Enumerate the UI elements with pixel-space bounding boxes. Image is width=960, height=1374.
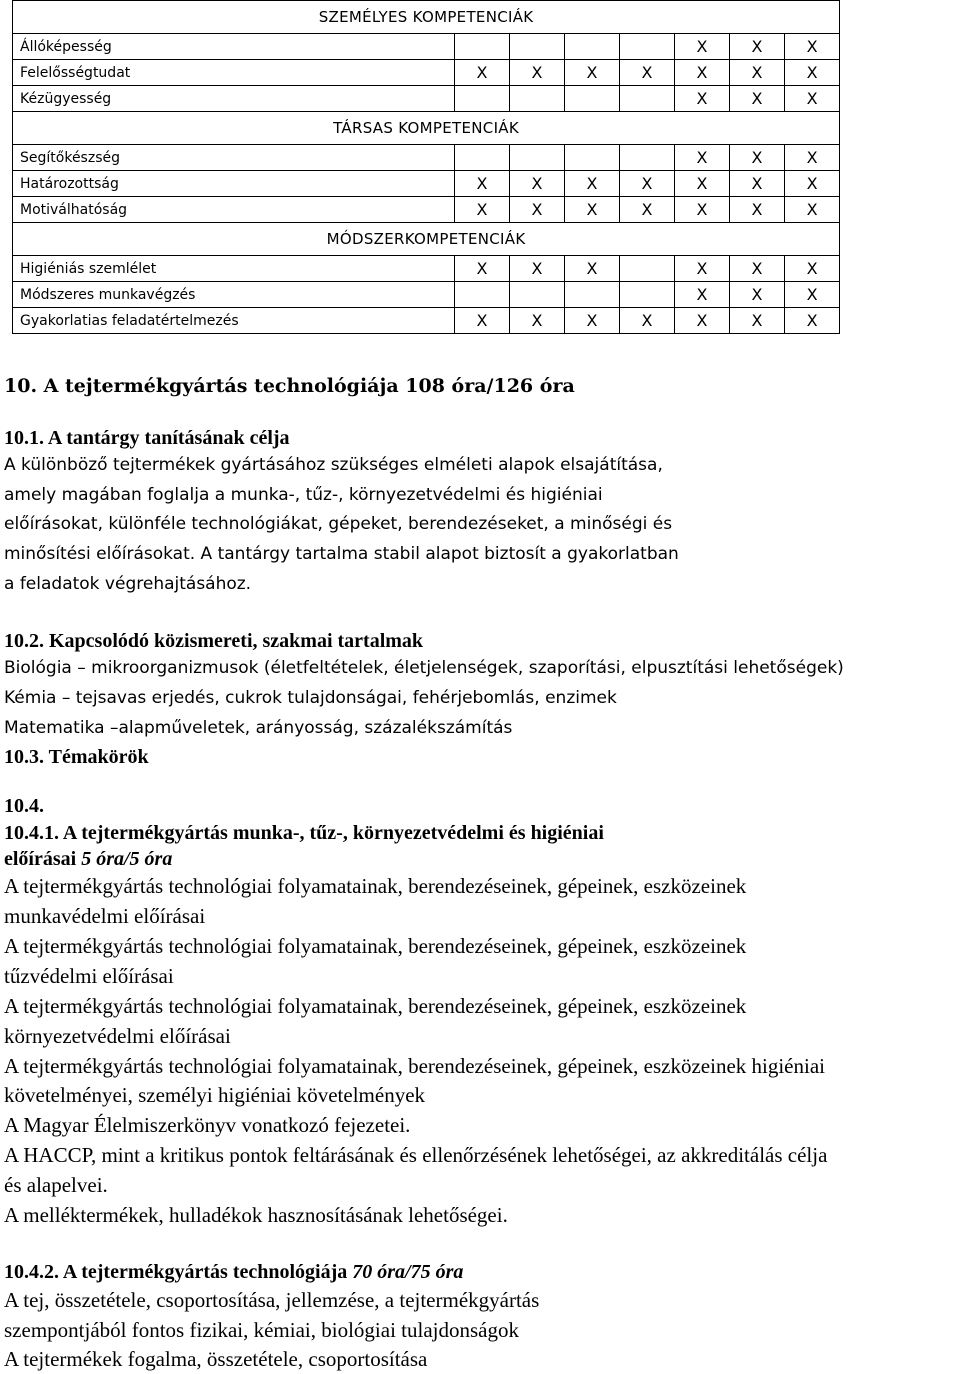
heading-10-2: 10.2. Kapcsolódó közismereti, szakmai tartalmak xyxy=(4,630,424,652)
mark-cell: X xyxy=(730,197,785,223)
mark-cell: X xyxy=(565,308,620,334)
paragraph-line: környezetvédelmi előírásai xyxy=(4,1024,231,1048)
table-row xyxy=(13,34,840,60)
heading-10-4: 10.4. xyxy=(4,795,44,817)
mark-cell: X xyxy=(510,171,565,197)
table-row xyxy=(13,86,840,112)
paragraph-line: A tejtermékgyártás technológiai folyamatainak, berendezéseinek, gépeinek, eszközeinek xyxy=(4,874,747,898)
paragraph-line: minősítési előírásokat. A tantárgy tartalma stabil alapot biztosít a gyakorlatban xyxy=(4,544,679,564)
mark-cell: X xyxy=(620,308,675,334)
mark-cell: X xyxy=(510,197,565,223)
paragraph-line: A tejtermékgyártás technológiai folyamatainak, berendezéseinek, gépeinek, eszközeinek xyxy=(4,934,747,958)
mark-cell: X xyxy=(675,171,730,197)
mark-cell xyxy=(620,256,675,282)
heading-10-1: 10.1. A tantárgy tanításának célja xyxy=(4,427,290,449)
mark-cell: X xyxy=(785,60,840,86)
mark-cell: X xyxy=(675,86,730,112)
paragraph-line: amely magában foglalja a munka-, tűz-, környezetvédelmi és higiéniai xyxy=(4,485,603,505)
competency-label: Kézügyesség xyxy=(13,86,455,112)
mark-cell: X xyxy=(785,282,840,308)
table-row xyxy=(13,256,840,282)
section-header-row xyxy=(13,112,840,145)
mark-cell: X xyxy=(675,34,730,60)
mark-cell xyxy=(455,145,510,171)
mark-cell: X xyxy=(730,308,785,334)
mark-cell: X xyxy=(675,256,730,282)
mark-cell: X xyxy=(620,171,675,197)
mark-cell: X xyxy=(675,282,730,308)
mark-cell: X xyxy=(785,86,840,112)
competency-table-body xyxy=(13,1,840,334)
paragraph-line: A melléktermékek, hulladékok hasznosításának lehetőségei. xyxy=(4,1203,508,1227)
section-title: SZEMÉLYES KOMPETENCIÁK xyxy=(13,1,840,34)
mark-cell: X xyxy=(455,171,510,197)
table-row xyxy=(13,308,840,334)
mark-cell: X xyxy=(675,60,730,86)
mark-cell: X xyxy=(510,60,565,86)
mark-cell xyxy=(510,282,565,308)
mark-cell: X xyxy=(785,256,840,282)
paragraph-line: A tej, összetétele, csoportosítása, jellemzése, a tejtermékgyártás xyxy=(4,1288,540,1312)
paragraph-line: követelményei, személyi higiéniai követelmények xyxy=(4,1083,426,1107)
mark-cell xyxy=(565,34,620,60)
mark-cell: X xyxy=(730,171,785,197)
heading-10: 10. A tejtermékgyártás technológiája 108 óra/126 óra xyxy=(4,375,575,397)
competency-label: Állóképesség xyxy=(13,34,455,60)
mark-cell xyxy=(510,34,565,60)
hours-10-4-2: 70 óra/75 óra xyxy=(347,1261,464,1283)
mark-cell: X xyxy=(785,34,840,60)
mark-cell: X xyxy=(675,197,730,223)
mark-cell xyxy=(565,282,620,308)
mark-cell: X xyxy=(620,60,675,86)
mark-cell xyxy=(455,282,510,308)
mark-cell: X xyxy=(730,34,785,60)
mark-cell xyxy=(510,145,565,171)
competency-label: Segítőkészség xyxy=(13,145,455,171)
mark-cell xyxy=(620,145,675,171)
mark-cell: X xyxy=(730,60,785,86)
mark-cell: X xyxy=(730,145,785,171)
mark-cell xyxy=(620,34,675,60)
competency-label: Módszeres munkavégzés xyxy=(13,282,455,308)
section-header-row xyxy=(13,1,840,34)
mark-cell xyxy=(620,282,675,308)
mark-cell xyxy=(455,34,510,60)
paragraph-line: Kémia – tejsavas erjedés, cukrok tulajdonságai, fehérjebomlás, enzimek xyxy=(4,688,617,708)
competency-label: Motiválhatóság xyxy=(13,197,455,223)
mark-cell: X xyxy=(455,60,510,86)
section-title: MÓDSZERKOMPETENCIÁK xyxy=(13,223,840,256)
heading-10-4-2 xyxy=(4,1262,463,1282)
competency-label: Határozottság xyxy=(13,171,455,197)
competency-label: Felelősségtudat xyxy=(13,60,455,86)
competency-table xyxy=(12,0,840,334)
mark-cell: X xyxy=(510,256,565,282)
mark-cell: X xyxy=(785,171,840,197)
heading-10-4-2-text: 10.4.2. A tejtermékgyártás technológiája xyxy=(4,1261,348,1283)
table-row xyxy=(13,145,840,171)
paragraph-line: A tejtermékgyártás technológiai folyamatainak, berendezéseinek, gépeinek, eszközeinek higiéniai xyxy=(4,1054,825,1078)
paragraph-line: A tejtermékgyártás technológiai folyamatainak, berendezéseinek, gépeinek, eszközeinek xyxy=(4,994,747,1018)
paragraph-line: a feladatok végrehajtásához. xyxy=(4,574,252,594)
mark-cell xyxy=(620,86,675,112)
heading-10-3: 10.3. Témakörök xyxy=(4,746,149,768)
mark-cell: X xyxy=(455,308,510,334)
section-title: TÁRSAS KOMPETENCIÁK xyxy=(13,112,840,145)
mark-cell: X xyxy=(565,60,620,86)
mark-cell xyxy=(565,86,620,112)
heading-10-4-1-text: előírásai xyxy=(4,848,77,870)
paragraph-line: és alapelvei. xyxy=(4,1173,108,1197)
mark-cell: X xyxy=(620,197,675,223)
mark-cell: X xyxy=(785,197,840,223)
mark-cell: X xyxy=(455,197,510,223)
heading-10-4-1: 10.4.1. A tejtermékgyártás munka-, tűz-, környezetvédelmi és higiéniai xyxy=(4,822,604,844)
table-row xyxy=(13,171,840,197)
hours-10-4-1: 5 óra/5 óra xyxy=(76,848,173,870)
table-row xyxy=(13,197,840,223)
competency-label: Gyakorlatias feladatértelmezés xyxy=(13,308,455,334)
mark-cell: X xyxy=(565,256,620,282)
mark-cell: X xyxy=(675,308,730,334)
mark-cell: X xyxy=(785,145,840,171)
table-row xyxy=(13,282,840,308)
competency-label: Higiéniás szemlélet xyxy=(13,256,455,282)
paragraph-line: előírásokat, különféle technológiákat, gépeket, berendezéseket, a minőségi és xyxy=(4,514,673,534)
mark-cell: X xyxy=(510,308,565,334)
paragraph-line: szempontjából fontos fizikai, kémiai, biológiai tulajdonságok xyxy=(4,1318,519,1342)
mark-cell: X xyxy=(730,86,785,112)
mark-cell xyxy=(455,86,510,112)
mark-cell: X xyxy=(565,197,620,223)
paragraph-line: A különböző tejtermékek gyártásához szükséges elméleti alapok elsajátítása, xyxy=(4,455,663,475)
mark-cell xyxy=(565,145,620,171)
paragraph-line: munkavédelmi előírásai xyxy=(4,904,206,928)
mark-cell: X xyxy=(785,308,840,334)
heading-10-4-1-cont xyxy=(4,849,172,869)
paragraph-line: Matematika –alapműveletek, arányosság, százalékszámítás xyxy=(4,718,513,738)
paragraph-line: A Magyar Élelmiszerkönyv vonatkozó fejezetei. xyxy=(4,1113,411,1137)
mark-cell: X xyxy=(730,256,785,282)
mark-cell xyxy=(510,86,565,112)
paragraph-line: A HACCP, mint a kritikus pontok feltárásának és ellenőrzésének lehetőségei, az akkreditálás célja xyxy=(4,1143,828,1167)
section-header-row xyxy=(13,223,840,256)
table-row xyxy=(13,60,840,86)
paragraph-line: Biológia – mikroorganizmusok (életfeltételek, életjelenségek, szaporítási, elpusztítási lehetőségek) xyxy=(4,658,844,678)
paragraph-line: A tejtermékek fogalma, összetétele, csoportosítása xyxy=(4,1347,428,1371)
paragraph-line: tűzvédelmi előírásai xyxy=(4,964,174,988)
mark-cell: X xyxy=(455,256,510,282)
mark-cell: X xyxy=(565,171,620,197)
mark-cell: X xyxy=(730,282,785,308)
mark-cell: X xyxy=(675,145,730,171)
